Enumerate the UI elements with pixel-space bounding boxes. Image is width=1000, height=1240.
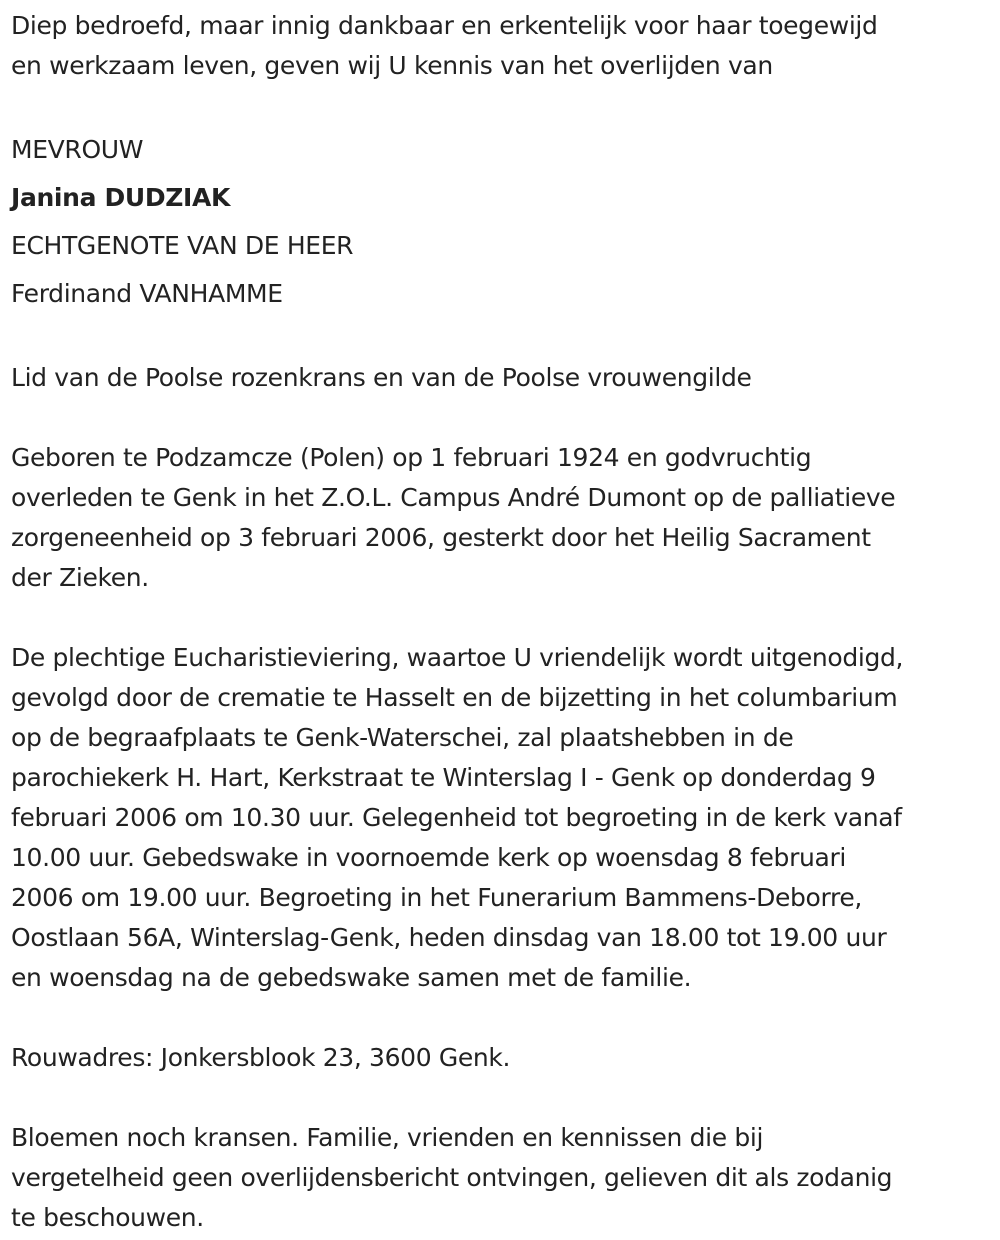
text-line: Oostlaan 56A, Winterslag-Genk, heden dinsdag van 18.00 tot 19.00 uur xyxy=(11,923,887,952)
text-line: De plechtige Eucharistieviering, waartoe U vriendelijk wordt uitgenodigd, xyxy=(11,643,904,672)
spouse-name: Ferdinand VANHAMME xyxy=(11,279,283,308)
text-line: 2006 om 19.00 uur. Begroeting in het Funerarium Bammens-Deborre, xyxy=(11,883,862,912)
text-line: en werkzaam leven, geven wij U kennis van het overlijden van xyxy=(11,51,773,80)
text-line: op de begraafplaats te Genk-Waterschei, zal plaatshebben in de xyxy=(11,723,794,752)
text-line: Bloemen noch kransen. Familie, vrienden en kennissen die bij xyxy=(11,1123,764,1152)
deceased-block xyxy=(11,126,996,318)
address-paragraph xyxy=(11,1038,996,1078)
text-line: februari 2006 om 10.30 uur. Gelegenheid tot begroeting in de kerk vanaf xyxy=(11,803,902,832)
text-line: overleden te Genk in het Z.O.L. Campus André Dumont op de palliatieve xyxy=(11,483,896,512)
deceased-name: Janina DUDZIAK xyxy=(11,183,230,212)
birth-death-paragraph xyxy=(11,438,996,598)
text-line: parochiekerk H. Hart, Kerkstraat te Winterslag I - Genk op donderdag 9 xyxy=(11,763,876,792)
text-line: Rouwadres: Jonkersblook 23, 3600 Genk. xyxy=(11,1043,511,1072)
text-line: der Zieken. xyxy=(11,563,149,592)
membership-paragraph xyxy=(11,358,996,398)
obituary-document xyxy=(11,6,996,1238)
text-line: zorgeneenheid op 3 februari 2006, gesterkt door het Heilig Sacrament xyxy=(11,523,871,552)
deceased-title: MEVROUW xyxy=(11,135,144,164)
text-line: Diep bedroefd, maar innig dankbaar en erkentelijk voor haar toegewijd xyxy=(11,11,878,40)
text-line: gevolgd door de crematie te Hasselt en de bijzetting in het columbarium xyxy=(11,683,898,712)
text-line: 10.00 uur. Gebedswake in voornoemde kerk op woensdag 8 februari xyxy=(11,843,846,872)
ceremony-paragraph xyxy=(11,638,996,998)
spouse-label: ECHTGENOTE VAN DE HEER xyxy=(11,231,354,260)
closing-paragraph xyxy=(11,1118,996,1238)
text-line: en woensdag na de gebedswake samen met de familie. xyxy=(11,963,692,992)
intro-paragraph xyxy=(11,6,996,86)
text-line: Lid van de Poolse rozenkrans en van de Poolse vrouwengilde xyxy=(11,363,752,392)
text-line: vergetelheid geen overlijdensbericht ontvingen, gelieven dit als zodanig xyxy=(11,1163,893,1192)
text-line: Geboren te Podzamcze (Polen) op 1 februari 1924 en godvruchtig xyxy=(11,443,812,472)
text-line: te beschouwen. xyxy=(11,1203,204,1232)
